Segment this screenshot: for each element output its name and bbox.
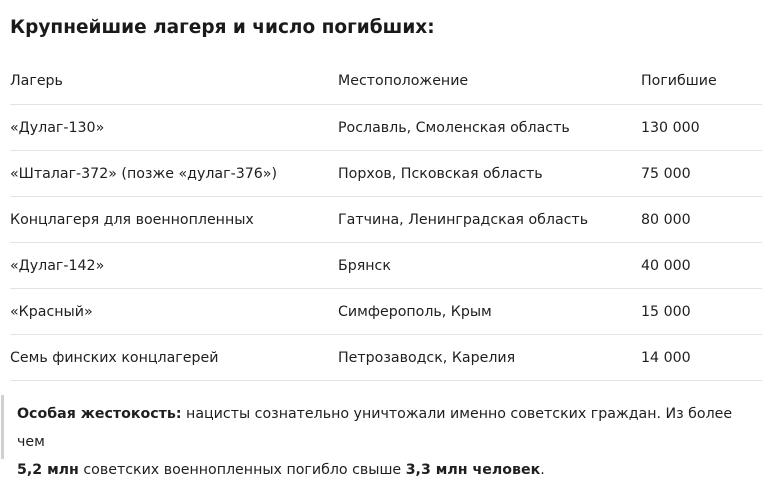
camp-name: «Дулаг-142»	[10, 243, 338, 289]
table-row	[10, 197, 762, 243]
camp-deaths: 14 000	[641, 335, 762, 381]
camp-name: Семь финских концлагерей	[10, 335, 338, 381]
camp-name: «Дулаг-130»	[10, 105, 338, 151]
camp-deaths: 80 000	[641, 197, 762, 243]
camp-location: Брянск	[338, 243, 641, 289]
camp-deaths: 15 000	[641, 289, 762, 335]
note-text-part1: нацисты сознательно уничтожали именно советских граждан. Из более чем	[17, 406, 733, 450]
section-heading: Крупнейшие лагеря и число погибших:	[10, 17, 435, 38]
table-row	[10, 151, 762, 197]
column-header-location: Местоположение	[338, 58, 641, 105]
note-text-part3: .	[540, 462, 545, 478]
camp-name: «Шталаг-372» (позже «дулаг-376»)	[10, 151, 338, 197]
note-death-count: 3,3 млн человек	[405, 462, 541, 478]
table-header-row	[10, 58, 762, 105]
note-label: Особая жестокость:	[17, 406, 182, 422]
camp-location: Петрозаводск, Карелия	[338, 335, 641, 381]
table-row	[10, 289, 762, 335]
cruelty-note-blockquote	[1, 395, 749, 478]
camp-location: Порхов, Псковская область	[338, 151, 641, 197]
camp-location: Гатчина, Ленинградская область	[338, 197, 641, 243]
camp-name: Концлагеря для военнопленных	[10, 197, 338, 243]
table-row	[10, 243, 762, 289]
column-header-camp: Лагерь	[10, 58, 338, 105]
note-text-part2: советских военнопленных погибло свыше	[78, 462, 406, 478]
table-row	[10, 335, 762, 381]
camps-table	[10, 58, 762, 381]
camp-deaths: 75 000	[641, 151, 762, 197]
camp-location: Симферополь, Крым	[338, 289, 641, 335]
note-pow-count: 5,2 млн	[17, 462, 79, 478]
camp-deaths: 40 000	[641, 243, 762, 289]
camp-location: Рославль, Смоленская область	[338, 105, 641, 151]
table-row	[10, 105, 762, 151]
camp-name: «Красный»	[10, 289, 338, 335]
camp-deaths: 130 000	[641, 105, 762, 151]
column-header-deaths: Погибшие	[641, 58, 762, 105]
